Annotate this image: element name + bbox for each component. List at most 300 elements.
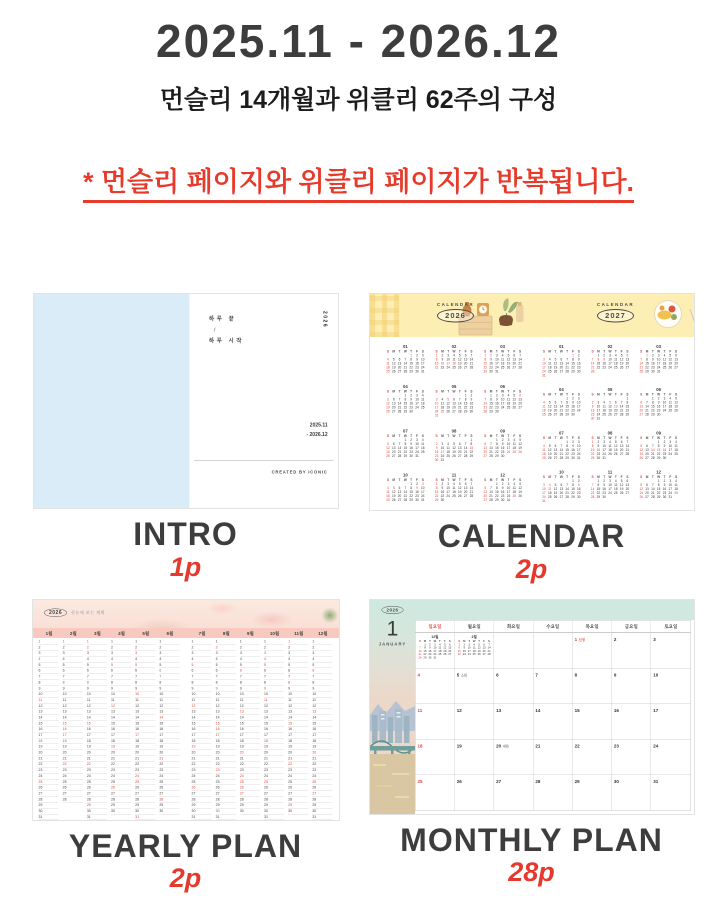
date-number: 13	[495, 707, 501, 713]
yearly-day-row: 27	[215, 791, 235, 797]
yearly-caption	[69, 821, 302, 895]
yearly-day-row: 22	[191, 761, 211, 767]
yearly-day-row: 29	[263, 802, 283, 808]
intro-side-year: 2026	[321, 311, 328, 329]
monthly-date-cell	[651, 668, 690, 704]
yearly-day-row: 26	[159, 785, 179, 791]
yearly-day-row: 10	[263, 691, 283, 697]
yearly-day-row: 14	[263, 715, 283, 721]
yearly-day-row: 29	[86, 802, 106, 808]
monthly-date-cell	[572, 775, 611, 811]
monthly-day-header: 토요일	[663, 623, 677, 629]
yearly-day-row: 26	[239, 785, 259, 791]
mini-month: 05 S M T W T F S 1 2 3 4 5 6 7 8 9 10 11 12 13 14 15 16 17 18 19 20 21 22 23 24 25 26 27 28 29 30 31	[590, 387, 629, 421]
yearly-day-row: 20	[110, 750, 130, 756]
yearly-day-row: 11	[215, 697, 235, 703]
yearly-body-grid	[37, 638, 335, 818]
monthly-date-cell	[454, 633, 493, 669]
intro-right-page	[189, 294, 338, 508]
city-bridge-illustration-icon	[370, 689, 415, 814]
yearly-day-row: 17	[62, 732, 82, 738]
yearly-day-row: 3	[86, 650, 106, 656]
mini-month: 11 S M T W T F S 1 2 3 4 5 6 7 8 9 10 11 12 13 14 15 16 17 18 19 20 21 22 23 24 25 26 27 28 29 30	[590, 469, 629, 499]
yearly-day-row: 8	[38, 680, 58, 686]
yearly-day-row: 29	[159, 802, 179, 808]
yearly-day-row: 4	[38, 656, 58, 662]
date-number: 15	[574, 707, 580, 713]
yearly-day-row: 26	[215, 785, 235, 791]
yearly-day-row: 9	[239, 685, 259, 691]
monthly-weeks-grid	[415, 633, 690, 811]
yearly-day-row: 4	[135, 656, 155, 662]
yearly-day-row: 18	[239, 738, 259, 744]
yearly-day-row: 12	[38, 703, 58, 709]
yearly-day-row: 7	[86, 674, 106, 680]
yearly-day-row: 28	[191, 796, 211, 802]
yearly-day-row: 1	[159, 639, 179, 645]
yearly-day-row: 28	[288, 796, 308, 802]
mini-month: 06 S M T W T F S 1 2 3 4 5 6 7 8 9 10 11 12 13 14 15 16 17 18 19 20 21 22 23 24 25 26 27 28 29 30	[482, 384, 522, 414]
yearly-day-row: 12	[263, 703, 283, 709]
yearly-day-row: 2	[312, 644, 332, 650]
yearly-day-row: 23	[288, 767, 308, 773]
yearly-day-row: 9	[135, 685, 155, 691]
yearly-day-row: 11	[159, 697, 179, 703]
yearly-day-row: 14	[86, 715, 106, 721]
monthly-date-cell	[415, 633, 454, 669]
yearly-day-row: 11	[312, 697, 332, 703]
yearly-preview-image	[32, 599, 340, 821]
yearly-day-row: 12	[135, 703, 155, 709]
yearly-tagline: 한눈에 보는 계획	[70, 610, 105, 615]
date-number: 5	[456, 672, 459, 678]
yearly-day-row: 6	[215, 668, 235, 674]
yearly-day-row: 20	[215, 750, 235, 756]
monthly-date-cell	[494, 704, 533, 740]
yearly-month-column	[286, 638, 310, 820]
yearly-day-row: 1	[135, 639, 155, 645]
intro-preview-image	[33, 293, 339, 509]
yearly-day-row: 23	[312, 767, 332, 773]
date-number: 17	[652, 707, 658, 713]
mini-month: 02 S M T W T F S 1 2 3 4 5 6 7 8 9 10 11 12 13 14 15 16 17 18 19 20 21 22 23 24 25 26 27 28	[434, 344, 473, 370]
yearly-day-row: 9	[191, 685, 211, 691]
yearly-day-row: 8	[62, 680, 82, 686]
card-yearly	[20, 599, 352, 895]
yearly-day-row: 19	[159, 744, 179, 750]
yearly-day-row: 2	[159, 644, 179, 650]
monthly-date-cell	[611, 775, 650, 811]
monthly-date-cell	[572, 704, 611, 740]
yearly-day-row: 10	[38, 691, 58, 697]
yearly-day-row: 27	[110, 791, 130, 797]
yearly-day-row: 8	[288, 680, 308, 686]
yearly-day-row: 28	[312, 796, 332, 802]
yearly-day-row: 11	[110, 697, 130, 703]
yearly-month-header: 5월	[141, 630, 149, 636]
yearly-day-row: 10	[312, 691, 332, 697]
date-number: 4	[417, 672, 420, 678]
yearly-day-row: 20	[62, 750, 82, 756]
yearly-day-row: 10	[135, 691, 155, 697]
yearly-day-row: 5	[312, 662, 332, 668]
yearly-day-row: 15	[159, 720, 179, 726]
yearly-day-row: 13	[215, 709, 235, 715]
yearly-day-row: 5	[263, 662, 283, 668]
yearly-day-row: 25	[263, 779, 283, 785]
yearly-day-row: 3	[215, 650, 235, 656]
yearly-day-row: 10	[159, 691, 179, 697]
yearly-day-row: 15	[191, 720, 211, 726]
yearly-day-row: 3	[38, 650, 58, 656]
monthly-date-cell	[651, 633, 690, 669]
yearly-day-row: 2	[38, 644, 58, 650]
calendar-2026-heading: CALENDAR 2026	[428, 302, 483, 323]
yearly-day-row: 18	[62, 738, 82, 744]
yearly-day-row: 22	[38, 761, 58, 767]
monthly-day-header: 목요일	[572, 620, 611, 632]
date-number: 8	[574, 672, 577, 678]
monthly-date-cell	[533, 704, 572, 740]
yearly-day-row: 21	[191, 756, 211, 762]
yearly-day-row: 24	[38, 773, 58, 779]
page-subtitle: 먼슬리 14개월과 위클리 62주의 구성	[159, 86, 558, 114]
yearly-month-column	[61, 638, 85, 820]
intro-caption	[133, 509, 238, 583]
yearly-day-row: 23	[135, 767, 155, 773]
monthly-date-cell	[651, 775, 690, 811]
monthly-day-header: 화요일	[494, 620, 533, 632]
yearly-day-row: 6	[110, 668, 130, 674]
yearly-day-row: 4	[312, 656, 332, 662]
yearly-day-row: 29	[288, 802, 308, 808]
yearly-month-header: 10월	[269, 630, 279, 636]
yearly-day-row: 25	[62, 779, 82, 785]
yearly-day-row: 2	[135, 644, 155, 650]
yearly-year-badge: 2026	[44, 608, 67, 617]
yearly-day-row: 17	[263, 732, 283, 738]
monthly-caption	[400, 815, 663, 889]
yearly-day-row: 21	[312, 756, 332, 762]
yearly-caption-pages: 2p	[169, 863, 202, 894]
card-monthly	[366, 599, 698, 895]
yearly-month-column	[109, 638, 133, 820]
yearly-day-row: 31	[215, 814, 235, 820]
yearly-day-row: 24	[312, 773, 332, 779]
yearly-day-row: 6	[312, 668, 332, 674]
yearly-month-header: 8월	[222, 630, 230, 636]
yearly-day-row: 1	[288, 639, 308, 645]
yearly-day-row: 15	[62, 720, 82, 726]
yearly-day-row: 6	[159, 668, 179, 674]
yearly-day-row: 22	[62, 761, 82, 767]
yearly-day-row: 21	[159, 756, 179, 762]
yearly-day-row: 29	[135, 802, 155, 808]
yearly-month-column	[133, 638, 157, 820]
yearly-day-row: 23	[86, 767, 106, 773]
monthly-preview-image	[369, 599, 695, 815]
yearly-gap	[181, 638, 189, 820]
yearly-day-row: 16	[288, 726, 308, 732]
yearly-day-row: 3	[110, 650, 130, 656]
yearly-day-row: 11	[38, 697, 58, 703]
yearly-day-row: 18	[191, 738, 211, 744]
yearly-day-row: 4	[159, 656, 179, 662]
yearly-day-row: 19	[191, 744, 211, 750]
yearly-day-row: 28	[86, 796, 106, 802]
yearly-day-row: 2	[86, 644, 106, 650]
monthly-date-cell	[533, 739, 572, 775]
monthly-date-cell	[494, 633, 533, 669]
yearly-day-row: 26	[288, 785, 308, 791]
yearly-day-row: 27	[86, 791, 106, 797]
yearly-day-row: 4	[239, 656, 259, 662]
date-number: 18	[417, 743, 423, 749]
yearly-day-row: 23	[215, 767, 235, 773]
yearly-day-row: 22	[263, 761, 283, 767]
monthly-date-cell	[415, 668, 454, 704]
yearly-day-row: 8	[110, 680, 130, 686]
yearly-day-row: 21	[62, 756, 82, 762]
yearly-day-row: 24	[110, 773, 130, 779]
preview-grid	[0, 293, 717, 894]
yearly-day-row: 24	[159, 773, 179, 779]
yearly-day-row: 28	[159, 796, 179, 802]
yearly-month-column	[37, 638, 61, 820]
yearly-day-row: 11	[263, 697, 283, 703]
yearly-day-row: 25	[86, 779, 106, 785]
yearly-day-row: 5	[159, 662, 179, 668]
yearly-month-column	[214, 638, 238, 820]
yearly-day-row: 20	[191, 750, 211, 756]
yearly-day-row: 5	[62, 662, 82, 668]
monthly-date-cell	[494, 668, 533, 704]
mini-month: 09 S M T W T F S 1 2 3 4 5 6 7 8 9 10 11 12 13 14 15 16 17 18 19 20 21 22 23 24 25 26 27 28 29 30	[482, 428, 522, 458]
monthly-day-header: 월요일	[454, 620, 493, 632]
monthly-sidebar	[370, 600, 415, 814]
monthly-caption-pages: 28p	[508, 857, 555, 888]
mini-month: 07 S M T W T F S 1 2 3 4 5 6 7 8 9 10 11 12 13 14 15 16 17 18 19 20 21 22 23 24 25 26 27 28 29 30 31	[385, 428, 425, 458]
calendar-2027-heading: CALENDAR 2027	[588, 302, 643, 323]
date-number: 24	[652, 743, 658, 749]
yearly-month-header: 1월	[45, 630, 53, 636]
yearly-day-row: 13	[191, 709, 211, 715]
date-number: 16	[613, 707, 619, 713]
yearly-day-row: 3	[159, 650, 179, 656]
date-number: 21	[534, 743, 540, 749]
yearly-day-row: 2	[191, 644, 211, 650]
yearly-day-row: 10	[215, 691, 235, 697]
yearly-day-row: 24	[215, 773, 235, 779]
yearly-day-row: 30	[263, 808, 283, 814]
monthly-date-cell	[494, 775, 533, 811]
mini-month: 01 S M T W T F S 1 2 3 4 5 6 7 8 9 10 11 12 13 14 15 16 17 18 19 20 21 22 23 24 25 26 27 28 29 30 31	[385, 344, 425, 374]
yearly-month-column	[238, 638, 262, 820]
yearly-day-row: 2	[62, 644, 82, 650]
yearly-day-row: 2	[239, 644, 259, 650]
mini-month: 07 S M T W T F S 1 2 3 4 5 6 7 8 9 10 11 12 13 14 15 16 17 18 19 20 21 22 23 24 25 26 27 28 29 30 31	[541, 430, 581, 460]
date-number: 10	[652, 672, 658, 678]
yearly-day-row: 3	[62, 650, 82, 656]
yearly-day-row: 19	[62, 744, 82, 750]
yearly-day-row: 21	[288, 756, 308, 762]
yearly-day-row: 21	[263, 756, 283, 762]
yearly-day-row: 4	[110, 656, 130, 662]
mini-month: 12 S M T W T F S 1 2 3 4 5 6 7 8 9 10 11 12 13 14 15 16 17 18 19 20 21 22 23 24 25 26 27 28 29 30 31	[482, 472, 522, 502]
yearly-month-header: 11월	[293, 630, 303, 636]
mini-month: 11 S M T W T F S 1 2 3 4 5 6 7 8 9 10 11 12 13 14 15 16 17 18 19 20 21 22 23 24 25 26 27 28 29 30	[434, 472, 473, 502]
yearly-day-row: 18	[135, 738, 155, 744]
yearly-day-row: 26	[135, 785, 155, 791]
yearly-day-row: 29	[215, 802, 235, 808]
yearly-day-row: 31	[38, 814, 58, 820]
yearly-day-row: 9	[288, 685, 308, 691]
page-title: 2025.11 - 2026.12	[156, 15, 561, 67]
monthly-date-cell	[415, 704, 454, 740]
yearly-day-row: 23	[263, 767, 283, 773]
yearly-day-row: 7	[288, 674, 308, 680]
yearly-day-row: 14	[288, 715, 308, 721]
yearly-day-row: 6	[239, 668, 259, 674]
yearly-day-row: 30	[239, 808, 259, 814]
yearly-day-row: 26	[38, 785, 58, 791]
mini-month: 12 S M T W T F S 1 2 3 4 5 6 7 8 9 10 11 12 13 14 15 16 17 18 19 20 21 22 23 24 25 26 27 28 29 30 31	[638, 469, 678, 499]
yearly-day-row: 24	[135, 773, 155, 779]
calendar-preview-image	[369, 293, 695, 511]
yearly-day-row: 5	[135, 662, 155, 668]
date-number: 20	[495, 743, 501, 749]
yearly-month-header	[181, 628, 189, 638]
yearly-day-row: 24	[239, 773, 259, 779]
yearly-day-row: 16	[263, 726, 283, 732]
yearly-day-row: 3	[288, 650, 308, 656]
yearly-day-row: 22	[110, 761, 130, 767]
monthly-date-cell	[611, 704, 650, 740]
yearly-day-row: 24	[288, 773, 308, 779]
yearly-day-row: 17	[86, 732, 106, 738]
yearly-day-row: 17	[215, 732, 235, 738]
yearly-day-row: 1	[312, 639, 332, 645]
yearly-day-row: 30	[135, 808, 155, 814]
monthly-day-header-row	[415, 620, 690, 632]
mini-month: 12월 S M T W T F S 1 2 3 4 5 6 7 8 9 10 11 12 13 14 15 16 17 18 19 20 21 22 23 24 25 26 27 28 29 30 31	[417, 635, 451, 659]
yearly-day-row: 20	[135, 750, 155, 756]
yearly-day-row: 9	[62, 685, 82, 691]
yearly-day-row: 2	[263, 644, 283, 650]
yearly-day-row: 20	[288, 750, 308, 756]
mini-month: 10 S M T W T F S 1 2 3 4 5 6 7 8 9 10 11 12 13 14 15 16 17 18 19 20 21 22 23 24 25 26 27 28 29 30 31	[541, 469, 581, 503]
yearly-day-row: 18	[288, 738, 308, 744]
yearly-day-row: 27	[159, 791, 179, 797]
monthly-date-cell	[454, 704, 493, 740]
yearly-day-row: 13	[263, 709, 283, 715]
yearly-day-row: 25	[191, 779, 211, 785]
yearly-day-row: 12	[62, 703, 82, 709]
yearly-day-row: 16	[215, 726, 235, 732]
yearly-day-row: 17	[38, 732, 58, 738]
yearly-day-row: 27	[38, 791, 58, 797]
yearly-day-row: 11	[86, 697, 106, 703]
date-number: 22	[574, 743, 580, 749]
date-number: 6	[495, 672, 499, 678]
mini-month: 09 S M T W T F S 1 2 3 4 5 6 7 8 9 10 11 12 13 14 15 16 17 18 19 20 21 22 23 24 25 26 27 28 29 30	[638, 430, 678, 460]
mini-month: 04 S M T W T F S 1 2 3 4 5 6 7 8 9 10 11 12 13 14 15 16 17 18 19 20 21 22 23 24 25 26 27 28 29 30	[385, 384, 425, 414]
yearly-day-row: 19	[239, 744, 259, 750]
mini-month: 02 S M T W T F S 1 2 3 4 5 6 7 8 9 10 11 12 13 14 15 16 17 18 19 20 21 22 23 24 25 26 27 28	[590, 344, 629, 374]
yearly-day-row: 22	[215, 761, 235, 767]
monthly-year-badge: 2026	[381, 606, 403, 614]
monthly-date-cell	[533, 633, 572, 669]
yearly-day-row: 30	[215, 808, 235, 814]
calendar-illustration-icon	[370, 294, 695, 337]
yearly-day-row: 3	[312, 650, 332, 656]
yearly-day-row: 5	[239, 662, 259, 668]
date-number: 28	[534, 778, 540, 784]
monthly-date-cell	[454, 668, 493, 704]
yearly-day-row: 14	[135, 715, 155, 721]
yearly-day-row: 15	[288, 720, 308, 726]
yearly-day-row: 23	[239, 767, 259, 773]
mini-month: 04 S M T W T F S 1 2 3 4 5 6 7 8 9 10 11 12 13 14 15 16 17 18 19 20 21 22 23 24 25 26 27 28 29 30	[541, 387, 581, 417]
date-number: 29	[574, 778, 580, 784]
yearly-day-row: 18	[110, 738, 130, 744]
yearly-day-row: 14	[215, 715, 235, 721]
yearly-month-header: 2월	[69, 630, 77, 636]
yearly-day-row: 1	[191, 639, 211, 645]
page-notice-text: * 먼슬리 페이지와 위클리 페이지가 반복됩니다.	[83, 167, 634, 203]
yearly-day-row: 4	[215, 656, 235, 662]
yearly-day-row: 12	[215, 703, 235, 709]
yearly-day-row: 30	[86, 808, 106, 814]
yearly-day-row: 15	[215, 720, 235, 726]
yearly-day-row: 27	[239, 791, 259, 797]
yearly-day-row: 2	[110, 644, 130, 650]
yearly-day-row: 13	[38, 709, 58, 715]
yearly-month-header: 4월	[117, 630, 125, 636]
monthly-date-cell	[533, 775, 572, 811]
yearly-day-row: 16	[191, 726, 211, 732]
yearly-day-row: 26	[62, 785, 82, 791]
yearly-day-row: 22	[312, 761, 332, 767]
date-number: 30	[613, 778, 619, 784]
year-badge-2027: 2027	[597, 309, 634, 323]
yearly-day-row: 13	[86, 709, 106, 715]
yearly-day-row: 5	[191, 662, 211, 668]
yearly-day-row: 13	[312, 709, 332, 715]
yearly-day-row: 29	[110, 802, 130, 808]
yearly-day-row: 6	[191, 668, 211, 674]
yearly-day-row: 31	[191, 814, 211, 820]
yearly-day-row: 17	[288, 732, 308, 738]
yearly-day-row: 1	[239, 639, 259, 645]
yearly-day-row: 6	[38, 668, 58, 674]
yearly-day-row: 15	[86, 720, 106, 726]
yearly-day-row: 18	[38, 738, 58, 744]
yearly-day-row: 1	[263, 639, 283, 645]
yearly-day-row: 16	[239, 726, 259, 732]
holiday-label: 소한	[460, 673, 467, 678]
yearly-day-row: 17	[239, 732, 259, 738]
yearly-day-row: 18	[215, 738, 235, 744]
yearly-day-row: 29	[312, 802, 332, 808]
calendar-months-2027	[541, 344, 679, 506]
yearly-day-row: 3	[239, 650, 259, 656]
yearly-day-row: 23	[38, 767, 58, 773]
yearly-day-row: 11	[191, 697, 211, 703]
yearly-day-row: 10	[288, 691, 308, 697]
yearly-day-row: 7	[62, 674, 82, 680]
calendar-header-band	[370, 294, 694, 337]
